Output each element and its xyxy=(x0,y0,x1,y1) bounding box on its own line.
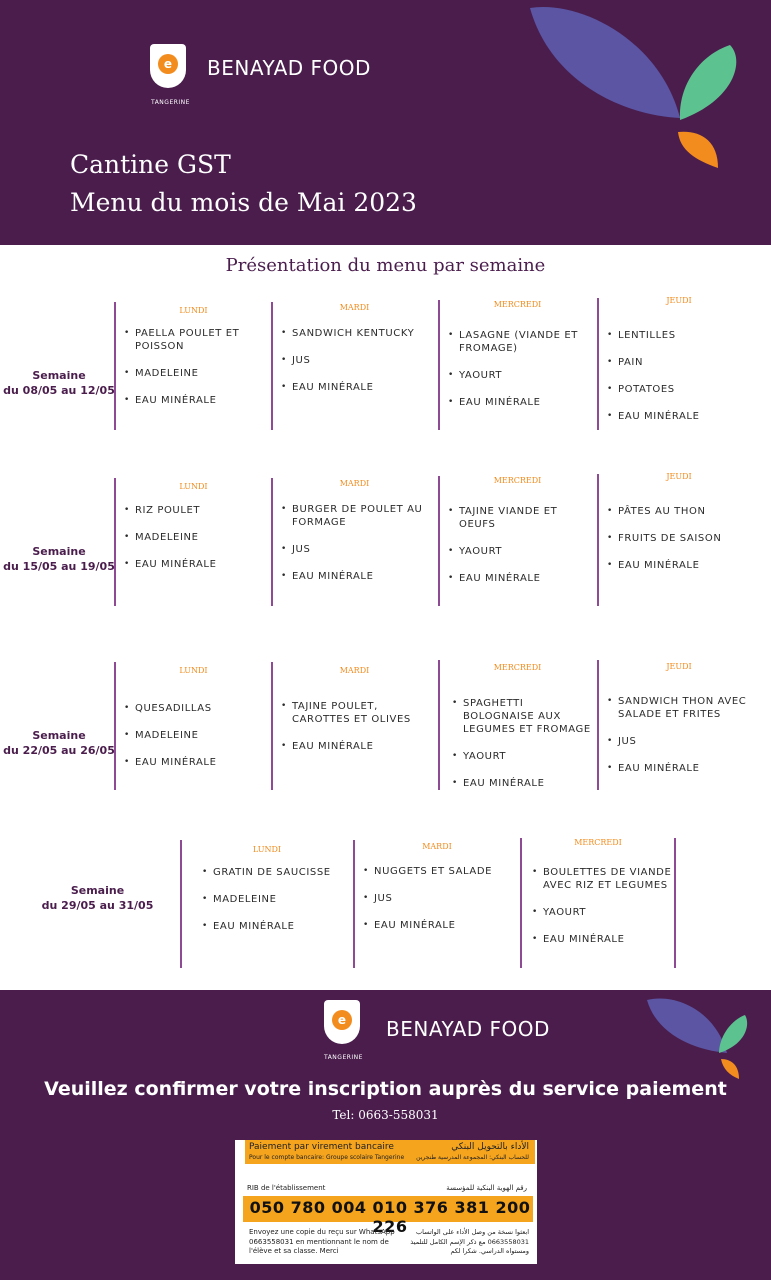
section-subtitle: Présentation du menu par semaine xyxy=(225,255,546,276)
page-title-line1: Cantine GST xyxy=(70,150,231,179)
day-column xyxy=(597,660,759,790)
day-column xyxy=(114,302,271,430)
menu-item: • EAU MINÉRALE xyxy=(607,762,757,775)
menu-item: • LASAGNE (VIANDE ET FROMAGE) xyxy=(448,329,593,355)
day-name: LUNDI xyxy=(252,845,282,854)
menu-list xyxy=(124,702,269,783)
menu-item: • PAELLA POULET ET POISSON xyxy=(124,327,269,353)
menu-list xyxy=(607,505,757,586)
menu-list xyxy=(448,505,593,599)
menu-item: • SANDWICH THON AVEC SALADE ET FRITES xyxy=(607,695,757,721)
week-label xyxy=(0,728,118,758)
menu-item: • RIZ POULET xyxy=(124,504,269,517)
orange-leaf xyxy=(678,132,718,168)
payment-note-ar: ابعثوا نسخة من وصل الأداء على الواتساب 0663558031 مع ذكر الإسم الكامل للتلميذ ومستواه الدراسي. شكرا لكم xyxy=(410,1228,529,1255)
menu-item: • MADELEINE xyxy=(124,367,269,380)
rib-label: RIB de l'établissement xyxy=(247,1184,326,1192)
menu-item: • BURGER DE POULET AU FORMAGE xyxy=(281,503,434,529)
menu-item: • MADELEINE xyxy=(202,893,350,906)
menu-item: • TAJINE POULET, CAROTTES ET OLIVES xyxy=(281,700,434,726)
menu-item: • JUS xyxy=(281,354,434,367)
day-column xyxy=(271,478,436,606)
menu-list xyxy=(124,327,269,421)
menu-list xyxy=(281,503,434,597)
menu-item: • GRATIN DE SAUCISSE xyxy=(202,866,350,879)
menu-item: • EAU MINÉRALE xyxy=(363,919,517,932)
confirm-message: Veuillez confirmer votre inscription auprès du service paiement xyxy=(44,1078,727,1100)
menu-item: • YAOURT xyxy=(452,750,593,763)
day-name: MERCREDI xyxy=(574,838,622,847)
menu-list xyxy=(124,504,269,585)
phone-number: Tel: 0663-558031 xyxy=(332,1108,439,1122)
menu-item: • MADELEINE xyxy=(124,729,269,742)
day-name: MARDI xyxy=(422,842,452,851)
day-column xyxy=(353,840,519,968)
header-banner xyxy=(0,0,771,245)
rib-label-ar: رقم الهوية البنكية للمؤسسة xyxy=(446,1184,527,1192)
day-column xyxy=(114,478,271,606)
logo-badge xyxy=(324,1000,360,1044)
payment-subtitle-ar: للحساب البنكي: المجموعة المدرسية طنجرين xyxy=(416,1154,529,1161)
day-name: JEUDI xyxy=(666,472,692,481)
day-column xyxy=(438,660,595,790)
week-label-dates: du 15/05 au 19/05 xyxy=(3,560,115,573)
green-leaf xyxy=(680,45,736,120)
leaves-decoration-icon xyxy=(520,0,771,175)
payment-title-ar: الأداء بالتحويل البنكي xyxy=(451,1142,529,1152)
menu-list xyxy=(202,866,350,947)
payment-note-fr: Envoyez une copie du reçu sur WhatsApp 0663558031 en mentionnant le nom de l'élève et sa classe. Merci xyxy=(249,1228,395,1255)
day-column xyxy=(114,662,271,790)
menu-item: • TAJINE VIANDE ET OEUFS xyxy=(448,505,593,531)
day-name: MARDI xyxy=(339,666,370,675)
menu-item: • EAU MINÉRALE xyxy=(607,559,757,572)
day-name: LUNDI xyxy=(179,306,208,315)
menu-item: • FRUITS DE SAISON xyxy=(607,532,757,545)
footer-banner xyxy=(0,990,771,1280)
menu-item: • EAU MINÉRALE xyxy=(281,740,434,753)
week-label xyxy=(30,883,165,913)
day-name: MERCREDI xyxy=(493,663,542,672)
week-label-title: Semaine xyxy=(32,729,86,742)
menu-list xyxy=(607,695,757,789)
menu-list xyxy=(607,329,757,437)
day-name: JEUDI xyxy=(666,296,692,305)
day-column xyxy=(520,838,676,968)
menu-item: • JUS xyxy=(607,735,757,748)
menu-item: • MADELEINE xyxy=(124,531,269,544)
menu-item: • SPAGHETTI BOLOGNAISE AUX LEGUMES ET FROMAGE xyxy=(452,697,593,736)
orange-logo-icon: e xyxy=(332,1010,352,1030)
week-label-title: Semaine xyxy=(32,369,86,382)
menu-item: • QUESADILLAS xyxy=(124,702,269,715)
menu-item: • EAU MINÉRALE xyxy=(281,381,434,394)
menu-item: • PÂTES AU THON xyxy=(607,505,757,518)
menu-item: • EAU MINÉRALE xyxy=(281,570,434,583)
menu-item: • PAIN xyxy=(607,356,757,369)
brand-name: BENAYAD FOOD xyxy=(207,56,371,80)
menu-item: • BOULETTES DE VIANDE AVEC RIZ ET LEGUMES xyxy=(532,866,672,892)
day-name: LUNDI xyxy=(179,482,208,491)
page-title-line2: Menu du mois de Mai 2023 xyxy=(70,188,417,217)
logo-subtitle: TANGERINE xyxy=(324,1054,363,1061)
menu-item: • YAOURT xyxy=(448,545,593,558)
brand-name: BENAYAD FOOD xyxy=(386,1017,550,1041)
week-label-dates: du 22/05 au 26/05 xyxy=(3,744,115,757)
menu-item: • SANDWICH KENTUCKY xyxy=(281,327,434,340)
day-column xyxy=(271,662,436,790)
week-label-dates: du 08/05 au 12/05 xyxy=(3,384,115,397)
menu-item: • EAU MINÉRALE xyxy=(532,933,672,946)
rib-number: 050 780 004 010 376 381 200 226 xyxy=(249,1198,531,1236)
menu-list xyxy=(281,327,434,408)
menu-item: • EAU MINÉRALE xyxy=(452,777,593,790)
menu-item: • EAU MINÉRALE xyxy=(202,920,350,933)
menu-item: • YAOURT xyxy=(532,906,672,919)
menu-item: • EAU MINÉRALE xyxy=(124,558,269,571)
week-label xyxy=(0,368,118,398)
payment-title-fr: Paiement par virement bancaire xyxy=(249,1142,394,1152)
day-column xyxy=(438,476,595,606)
orange-logo-icon: e xyxy=(158,54,178,74)
day-name: MARDI xyxy=(339,479,370,488)
day-column xyxy=(597,474,759,606)
payment-card xyxy=(235,1140,537,1264)
day-name: LUNDI xyxy=(179,666,208,675)
menu-item: • NUGGETS ET SALADE xyxy=(363,865,517,878)
menu-item: • POTATOES xyxy=(607,383,757,396)
day-column xyxy=(180,840,352,968)
day-column xyxy=(597,298,759,430)
logo-badge xyxy=(150,44,186,88)
day-column xyxy=(438,300,595,430)
leaves-decoration-icon xyxy=(645,995,771,1085)
payment-subtitle-fr: Pour le compte bancaire: Groupe scolaire Tangerine xyxy=(249,1154,405,1161)
week-label-title: Semaine xyxy=(70,884,125,897)
violet-leaf xyxy=(530,7,680,118)
menu-list xyxy=(281,700,434,767)
menu-item: • JUS xyxy=(363,892,517,905)
day-name: MERCREDI xyxy=(493,300,542,309)
menu-item: • LENTILLES xyxy=(607,329,757,342)
day-name: MERCREDI xyxy=(493,476,542,485)
menu-item: • EAU MINÉRALE xyxy=(448,572,593,585)
violet-leaf xyxy=(647,998,727,1053)
orange-leaf xyxy=(721,1059,739,1079)
menu-item: • EAU MINÉRALE xyxy=(607,410,757,423)
menu-list xyxy=(363,865,517,946)
menu-item: • YAOURT xyxy=(448,369,593,382)
week-label-title: Semaine xyxy=(32,545,86,558)
menu-item: • EAU MINÉRALE xyxy=(124,756,269,769)
day-name: JEUDI xyxy=(666,662,692,671)
menu-list xyxy=(532,866,672,960)
green-leaf xyxy=(719,1015,747,1053)
menu-list xyxy=(448,329,593,423)
menu-list xyxy=(452,697,593,804)
week-label xyxy=(0,544,118,574)
week-label-dates: du 29/05 au 31/05 xyxy=(41,899,154,912)
day-column xyxy=(271,302,436,430)
menu-item: • JUS xyxy=(281,543,434,556)
logo-subtitle: TANGERINE xyxy=(151,99,190,106)
day-name: MARDI xyxy=(339,303,370,312)
menu-item: • EAU MINÉRALE xyxy=(124,394,269,407)
menu-item: • EAU MINÉRALE xyxy=(448,396,593,409)
